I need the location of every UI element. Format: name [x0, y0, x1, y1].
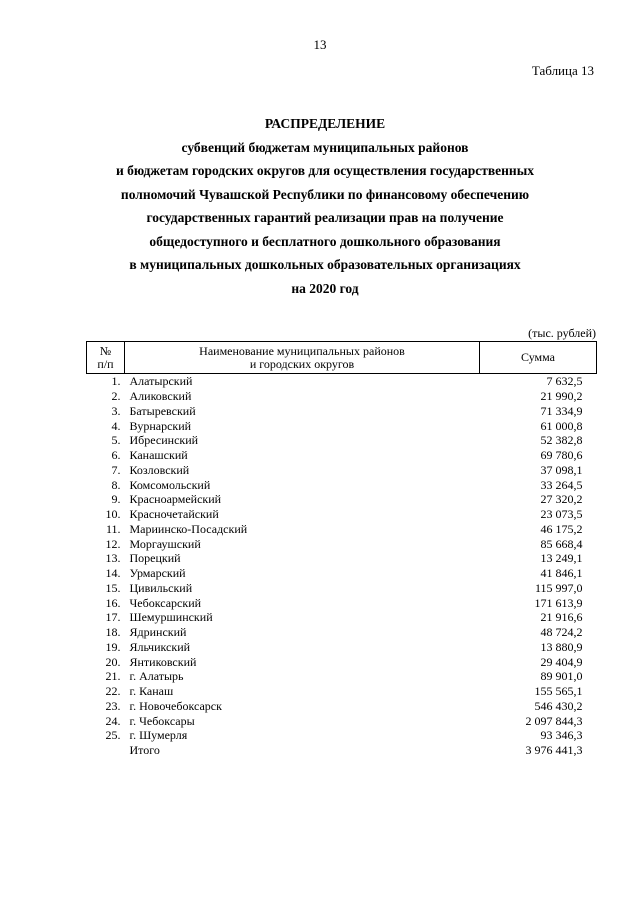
- table-row: [87, 551, 597, 566]
- table-row: [87, 669, 597, 684]
- title-line: полномочий Чувашской Республики по финансовому обеспечению: [120, 186, 530, 202]
- row-sum: 29 404,9: [540, 654, 583, 669]
- table-row: [87, 389, 597, 404]
- row-sum: 37 098,1: [540, 462, 583, 477]
- header-num: № п/п: [87, 342, 125, 374]
- row-number: 8.: [111, 477, 121, 492]
- table-row: [87, 640, 597, 655]
- row-name: Красночетайский: [129, 507, 219, 522]
- row-sum: 61 000,8: [540, 418, 583, 433]
- header-sum: Сумма: [480, 342, 597, 374]
- row-number: [87, 743, 125, 758]
- row-number: 2.: [111, 389, 121, 404]
- document-title: [40, 112, 610, 300]
- row-number: 6.: [111, 448, 121, 463]
- title-line: и бюджетам городских округов для осуществления государственных: [116, 163, 534, 178]
- table-row: [87, 654, 597, 669]
- row-number: 24.: [105, 713, 121, 728]
- row-name: Моргаушский: [129, 536, 201, 551]
- distribution-table: [86, 341, 597, 758]
- row-number: 3.: [111, 403, 121, 418]
- row-number: 15.: [105, 580, 121, 595]
- table-row: [87, 713, 597, 728]
- row-name: Шемуршинский: [129, 610, 213, 625]
- row-number: 21.: [105, 669, 121, 684]
- row-number: 5.: [111, 433, 121, 448]
- row-number: 7.: [111, 462, 121, 477]
- row-number: 12.: [105, 536, 121, 551]
- row-number: 10.: [105, 507, 121, 522]
- table-row: [87, 610, 597, 625]
- row-number: 14.: [105, 566, 121, 581]
- table-row: [87, 448, 597, 463]
- table-row: [87, 566, 597, 581]
- table-label: Таблица 13: [531, 63, 594, 78]
- row-name: Итого: [129, 743, 160, 758]
- row-sum: 48 724,2: [540, 625, 583, 640]
- table-row: [87, 625, 597, 640]
- title-line: на 2020 год: [291, 280, 359, 296]
- row-name: Яльчикский: [129, 639, 191, 654]
- row-name: г. Новочебоксарск: [129, 698, 222, 713]
- table-row: [87, 684, 597, 699]
- row-name: г. Чебоксары: [129, 713, 195, 728]
- table-row: [87, 743, 597, 758]
- row-sum: 155 565,1: [534, 684, 583, 699]
- table-row: [87, 418, 597, 433]
- row-sum: 171 613,9: [534, 595, 583, 610]
- row-sum: 23 073,5: [540, 507, 583, 522]
- row-sum: 33 264,5: [540, 477, 583, 492]
- row-number: 1.: [111, 374, 121, 389]
- row-name: Козловский: [129, 462, 190, 477]
- row-name: Комсомольский: [129, 477, 211, 492]
- row-sum: 71 334,9: [540, 403, 583, 418]
- row-number: 4.: [111, 418, 121, 433]
- row-name: Канашский: [129, 448, 188, 463]
- header-name: Наименование муниципальных районов и городских округов: [125, 342, 480, 374]
- table-row: [87, 536, 597, 551]
- row-sum: 13 880,9: [540, 639, 583, 654]
- row-sum: 13 249,1: [540, 551, 583, 566]
- unit-label: (тыс. рублей): [528, 326, 596, 340]
- table-row: [87, 404, 597, 419]
- table-row: [87, 728, 597, 743]
- row-name: г. Алатырь: [129, 669, 184, 684]
- table-header-row: [87, 342, 597, 374]
- row-name: г. Канаш: [129, 684, 174, 699]
- title-line: общедоступного и бесплатного дошкольного образования: [149, 233, 501, 249]
- row-name: Янтиковский: [129, 654, 197, 669]
- row-sum: 2 097 844,3: [525, 713, 583, 728]
- table-row: [87, 433, 597, 448]
- table-row: [87, 374, 597, 389]
- row-sum: 21 916,6: [540, 610, 583, 625]
- row-number: 17.: [105, 610, 121, 625]
- row-sum: 93 346,3: [540, 728, 583, 743]
- row-name: Урмарский: [129, 566, 186, 581]
- row-name: Красноармейский: [129, 492, 222, 507]
- row-name: Ядринский: [129, 625, 187, 640]
- row-number: 25.: [105, 728, 121, 743]
- row-sum: 115 997,0: [534, 580, 583, 595]
- row-name: Чебоксарский: [129, 595, 202, 610]
- row-name: Порецкий: [129, 551, 181, 566]
- row-name: Алатырский: [129, 374, 193, 389]
- row-number: 11.: [105, 521, 121, 536]
- table-row: [87, 507, 597, 522]
- table-row: [87, 477, 597, 492]
- row-number: 23.: [105, 698, 121, 713]
- row-sum: 89 901,0: [540, 669, 583, 684]
- row-number: 13.: [105, 551, 121, 566]
- page-number: 13: [313, 37, 327, 52]
- row-sum: 85 668,4: [540, 536, 583, 551]
- row-sum: 3 976 441,3: [525, 743, 583, 758]
- table-body: [87, 374, 597, 758]
- row-sum: 41 846,1: [540, 566, 583, 581]
- row-name: Батыревский: [129, 403, 196, 418]
- row-number: 16.: [105, 595, 121, 610]
- row-sum: 27 320,2: [540, 492, 583, 507]
- row-number: 20.: [105, 654, 121, 669]
- title-line: субвенций бюджетам муниципальных районов: [181, 139, 469, 155]
- row-name: Ибресинский: [129, 433, 199, 448]
- row-number: 19.: [105, 639, 121, 654]
- title-line: в муниципальных дошкольных образовательных организациях: [129, 257, 521, 272]
- row-sum: 7 632,5: [546, 374, 583, 389]
- row-name: г. Шумерля: [129, 728, 188, 743]
- table-row: [87, 699, 597, 714]
- row-name: Мариинско-Посадский: [129, 521, 248, 536]
- table-row: [87, 492, 597, 507]
- table-row: [87, 595, 597, 610]
- title-line: государственных гарантий реализации прав на получение: [146, 210, 504, 225]
- row-number: 9.: [111, 492, 121, 507]
- row-name: Вурнарский: [129, 418, 192, 433]
- title-line: РАСПРЕДЕЛЕНИЕ: [264, 116, 386, 131]
- table-row: [87, 522, 597, 537]
- row-sum: 546 430,2: [534, 698, 583, 713]
- row-sum: 69 780,6: [540, 448, 583, 463]
- row-name: Аликовский: [129, 389, 192, 404]
- table-row: [87, 463, 597, 478]
- row-number: 18.: [105, 625, 121, 640]
- row-number: 22.: [105, 684, 121, 699]
- row-sum: 52 382,8: [540, 433, 583, 448]
- row-name: Цивильский: [129, 580, 193, 595]
- row-sum: 46 175,2: [540, 521, 583, 536]
- row-sum: 21 990,2: [540, 389, 583, 404]
- table-row: [87, 581, 597, 596]
